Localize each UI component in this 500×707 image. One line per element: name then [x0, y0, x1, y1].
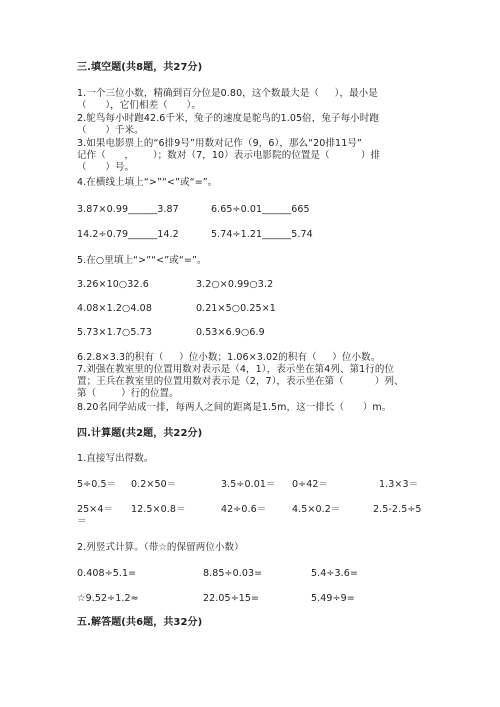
q7-line1: 7.刘强在教室里的位置用数对表示是（4，1），表示坐在第4列、第1行的位: [77, 364, 395, 375]
calc1-r1-4: 1.3×3＝: [379, 479, 419, 490]
calc1-r1-0: 5÷0.5＝: [77, 479, 117, 490]
calc2-r1-1: 8.85÷0.03=: [203, 568, 263, 579]
q7-line2: 置；王兵在教室里的位置用数对表示是（2，7），表示坐在第（ ）列、: [77, 376, 404, 387]
section-4-title: 四.计算题(共2题，共22分): [77, 428, 203, 439]
calc1-r2-wrap: ＝: [77, 516, 87, 527]
section-5-title: 五.解答题(共6题，共32分): [77, 617, 203, 628]
q5-r3b: 0.53×6.9○6.9: [196, 327, 265, 338]
calc1-r2-2: 42÷0.6＝: [221, 504, 267, 515]
q5-r3a: 5.73×1.7○5.73: [77, 327, 152, 338]
calc2-r1-2: 5.4÷3.6=: [311, 568, 358, 579]
q5-r1a: 3.26×10○32.6: [77, 279, 149, 290]
q2-line2: （ ）千米。: [77, 125, 144, 136]
calc1-r2-1: 12.5×0.8＝: [131, 504, 186, 515]
q3-line1: 3.如果电影票上的“6排9号”用数对记作（9，6），那么“20排11号”: [77, 138, 362, 149]
q1-line2: （ ），它们相差（ ）。: [77, 100, 201, 111]
q4-r1b: 6.65÷0.01______665: [211, 204, 310, 215]
calc2-r1-0: 0.408÷5.1=: [77, 568, 137, 579]
calc1-r1-3: 0÷42＝: [292, 479, 329, 490]
q3-line3: （ ）号。: [77, 162, 135, 173]
q5-r2a: 4.08×1.2○4.08: [77, 303, 152, 314]
q5-instruction: 5.在○里填上“>”“<”或“=”。: [77, 255, 207, 266]
q4-r1a: 3.87×0.99______3.87: [77, 204, 179, 215]
calc1-r2-0: 25×4＝: [77, 504, 114, 515]
calc2-r2-0: ☆9.52÷1.2≈: [77, 593, 139, 604]
calc1-instruction: 1.直接写出得数。: [77, 453, 154, 464]
q6: 6.2.8×3.3的积有（ ）位小数；1.06×3.02的积有（ ）位小数。: [77, 352, 381, 363]
calc2-instruction: 2.列竖式计算。（带☆的保留两位小数）: [77, 542, 244, 553]
calc2-r2-2: 5.49÷9=: [311, 593, 355, 604]
q5-r1b: 3.2○×0.99○3.2: [196, 279, 274, 290]
q1-line1: 1.一个三位小数，精确到百分位是0.80，这个数最大是（ ），最小是: [77, 88, 378, 99]
calc1-r2-4: 2.5-2.5÷5: [373, 504, 422, 515]
calc1-r1-1: 0.2×50＝: [131, 479, 177, 490]
q4-r2b: 5.74÷1.21______5.74: [211, 229, 313, 240]
calc1-r2-3: 4.5×0.2＝: [292, 504, 341, 515]
q2-line1: 2.鸵鸟每小时跑42.6千米，兔子的速度是鸵鸟的1.05倍，兔子每小时跑: [77, 113, 379, 124]
q8: 8.20名同学站成一排，每两人之间的距离是1.5m，这一排长（ ）m。: [77, 402, 392, 413]
calc2-r2-1: 22.05÷15=: [203, 593, 260, 604]
calc1-r1-2: 3.5÷0.01＝: [221, 479, 276, 490]
q4-instruction: 4.在横线上填上“>”“<”或“=”。: [77, 177, 218, 188]
q3-line2: 记作（ ， ）；数对（7，10）表示电影院的位置是（ ）排: [77, 150, 381, 161]
q5-r2b: 0.21×5○0.25×1: [196, 303, 276, 314]
section-3-title: 三.填空题(共8题，共27分): [77, 62, 203, 73]
q7-line3: 第（ ）行的位置。: [77, 388, 179, 399]
q4-r2a: 14.2÷0.79______14.2: [77, 229, 179, 240]
